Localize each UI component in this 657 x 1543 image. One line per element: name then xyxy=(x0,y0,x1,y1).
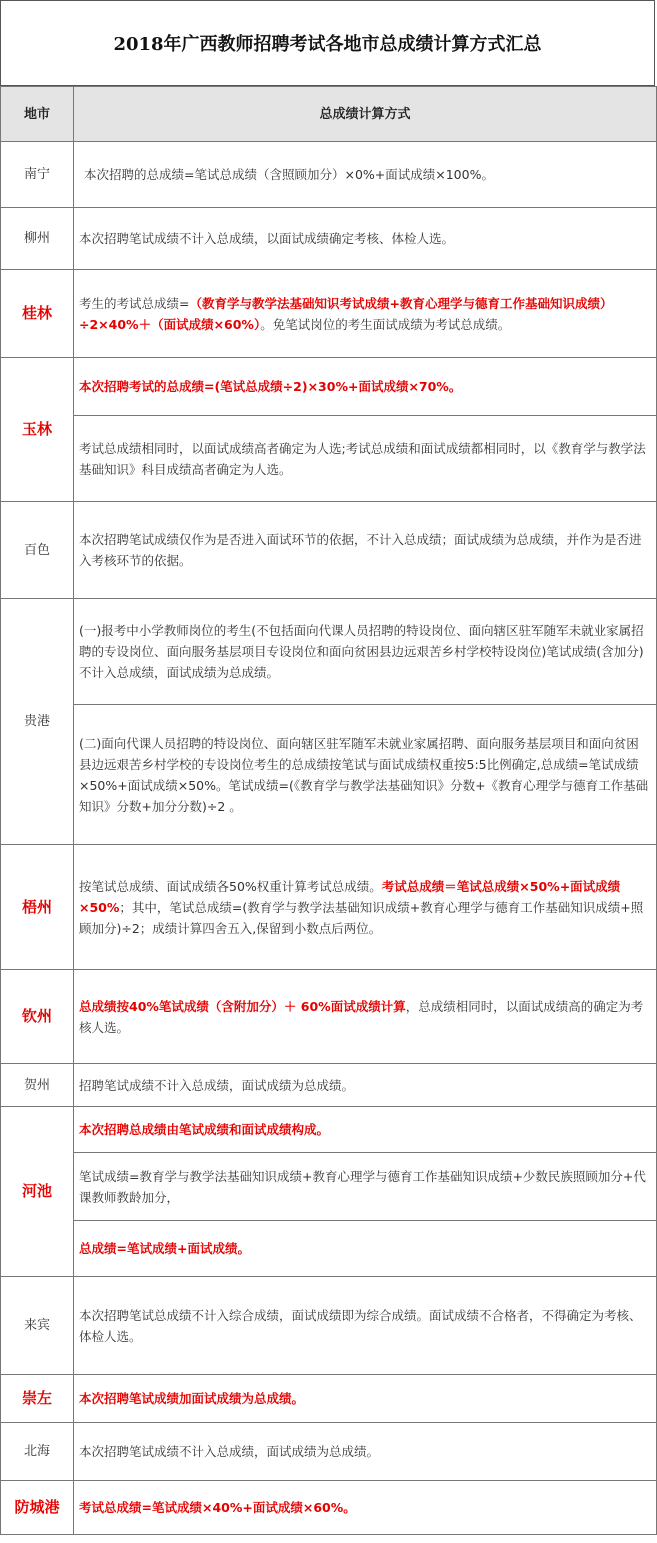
page-title: 2018年广西教师招聘考试各地市总成绩计算方式汇总 xyxy=(0,0,655,86)
header-method: 总成绩计算方式 xyxy=(74,87,657,142)
city-chongzuo: 崇左 xyxy=(1,1375,74,1423)
method-text: 考生的考试总成绩= xyxy=(79,295,190,311)
method-baise: 本次招聘笔试成绩仅作为是否进入面试环节的依据，不计入总成绩；面试成绩为总成绩，并作为是否进入考核环节的依据。 xyxy=(74,502,657,599)
city-fangchenggang: 防城港 xyxy=(1,1481,74,1535)
row-wuzhou xyxy=(1,845,657,970)
row-beihai xyxy=(1,1423,657,1481)
city-qinzhou: 钦州 xyxy=(1,970,74,1064)
city-hechi: 河池 xyxy=(1,1107,74,1277)
method-highlight: （教育学与教学法基础知识考试成绩+教育心理学与德育工作基础知识成绩）÷2×40%＋（面试成绩×60%） xyxy=(79,295,613,332)
row-liuzhou xyxy=(1,208,657,270)
row-hechi-2 xyxy=(1,1153,657,1221)
method-text: ；其中，笔试总成绩=(教育学与教学法基础知识成绩+教育心理学与德育工作基础知识成绩+照顾加分)÷2；成绩计算四舍五入,保留到小数点后两位。 xyxy=(79,899,644,936)
method-hechi-3: 总成绩=笔试成绩+面试成绩。 xyxy=(74,1221,657,1277)
method-yulin-2: 考试总成绩相同时，以面试成绩高者确定为人选;考试总成绩和面试成绩都相同时，以《教育学与教学法基础知识》科目成绩高者确定为人选。 xyxy=(74,416,657,502)
method-liuzhou: 本次招聘笔试成绩不计入总成绩，以面试成绩确定考核、体检人选。 xyxy=(74,208,657,270)
city-baise: 百色 xyxy=(1,502,74,599)
header-city: 地市 xyxy=(1,87,74,142)
method-hechi-2: 笔试成绩=教育学与教学法基础知识成绩+教育心理学与德育工作基础知识成绩+少数民族照顾加分+代课教师教龄加分， xyxy=(74,1153,657,1221)
table-header-row xyxy=(1,87,657,142)
row-guilin xyxy=(1,270,657,358)
method-hezhou: 招聘笔试成绩不计入总成绩，面试成绩为总成绩。 xyxy=(74,1064,657,1107)
method-wuzhou xyxy=(74,845,657,970)
method-nanning xyxy=(74,142,657,208)
city-hezhou: 贺州 xyxy=(1,1064,74,1107)
method-text: ，总成绩相同时，以面试成绩高的确定为考核人选。 xyxy=(79,998,644,1035)
method-highlight: 总成绩按40%笔试成绩（含附加分）＋ 60%面试成绩计算 xyxy=(79,998,406,1014)
city-yulin: 玉林 xyxy=(1,358,74,502)
row-guigang xyxy=(1,599,657,705)
method-laibin: 本次招聘笔试总成绩不计入综合成绩，面试成绩即为综合成绩。面试成绩不合格者，不得确定为考核、体检人选。 xyxy=(74,1277,657,1375)
city-beihai: 北海 xyxy=(1,1423,74,1481)
city-liuzhou: 柳州 xyxy=(1,208,74,270)
method-chongzuo: 本次招聘笔试成绩加面试成绩为总成绩。 xyxy=(74,1375,657,1423)
method-guigang-1: (一)报考中小学教师岗位的考生(不包括面向代课人员招聘的特设岗位、面向辖区驻军随军未就业家属招聘的专设岗位、面向服务基层项目专设岗位和面向贫困县边远艰苦乡村学校特设岗位)笔试成绩(含加分)不计入总成绩，面试成绩为总成绩。 xyxy=(74,599,657,705)
row-laibin xyxy=(1,1277,657,1375)
row-yulin xyxy=(1,358,657,416)
row-qinzhou xyxy=(1,970,657,1064)
row-hechi xyxy=(1,1107,657,1153)
method-text: 按笔试总成绩、面试成绩各50%权重计算考试总成绩。 xyxy=(79,878,382,894)
row-hechi-3 xyxy=(1,1221,657,1277)
method-text: 。免笔试岗位的考生面试成绩为考试总成绩。 xyxy=(260,316,511,332)
row-fangchenggang xyxy=(1,1481,657,1535)
row-baise xyxy=(1,502,657,599)
method-guigang-2: (二)面向代课人员招聘的特设岗位、面向辖区驻军随军未就业家属招聘、面向服务基层项目和面向贫困县边远艰苦乡村学校的专设岗位考生的总成绩按笔试与面试成绩权重按5:5比例确定,总成绩=笔试成绩×50%+面试成绩×50%。笔试成绩=(《教育学与教学法基础知识》分数+《教育心理学与德育工作基础知识》分数+加分分数)÷2 。 xyxy=(74,705,657,845)
row-guigang-2 xyxy=(1,705,657,845)
city-wuzhou: 梧州 xyxy=(1,845,74,970)
row-yulin-2 xyxy=(1,416,657,502)
method-hechi-1: 本次招聘总成绩由笔试成绩和面试成绩构成。 xyxy=(74,1107,657,1153)
row-hezhou xyxy=(1,1064,657,1107)
city-guilin: 桂林 xyxy=(1,270,74,358)
method-beihai: 本次招聘笔试成绩不计入总成绩，面试成绩为总成绩。 xyxy=(74,1423,657,1481)
city-guigang: 贵港 xyxy=(1,599,74,845)
method-yulin-1: 本次招聘考试的总成绩=(笔试总成绩÷2)×30%+面试成绩×70%。 xyxy=(74,358,657,416)
method-qinzhou xyxy=(74,970,657,1064)
row-nanning xyxy=(1,142,657,208)
city-nanning: 南宁 xyxy=(1,142,74,208)
score-method-table xyxy=(0,86,657,1535)
method-guilin xyxy=(74,270,657,358)
row-chongzuo xyxy=(1,1375,657,1423)
method-highlight: 考试总成绩＝笔试总成绩×50%+面试成绩×50% xyxy=(79,878,621,915)
city-laibin: 来宾 xyxy=(1,1277,74,1375)
method-text: 本次招聘的总成绩=笔试总成绩（含照顾加分）×0%+面试成绩×100%。 xyxy=(84,167,494,182)
method-fangchenggang: 考试总成绩=笔试成绩×40%+面试成绩×60%。 xyxy=(74,1481,657,1535)
